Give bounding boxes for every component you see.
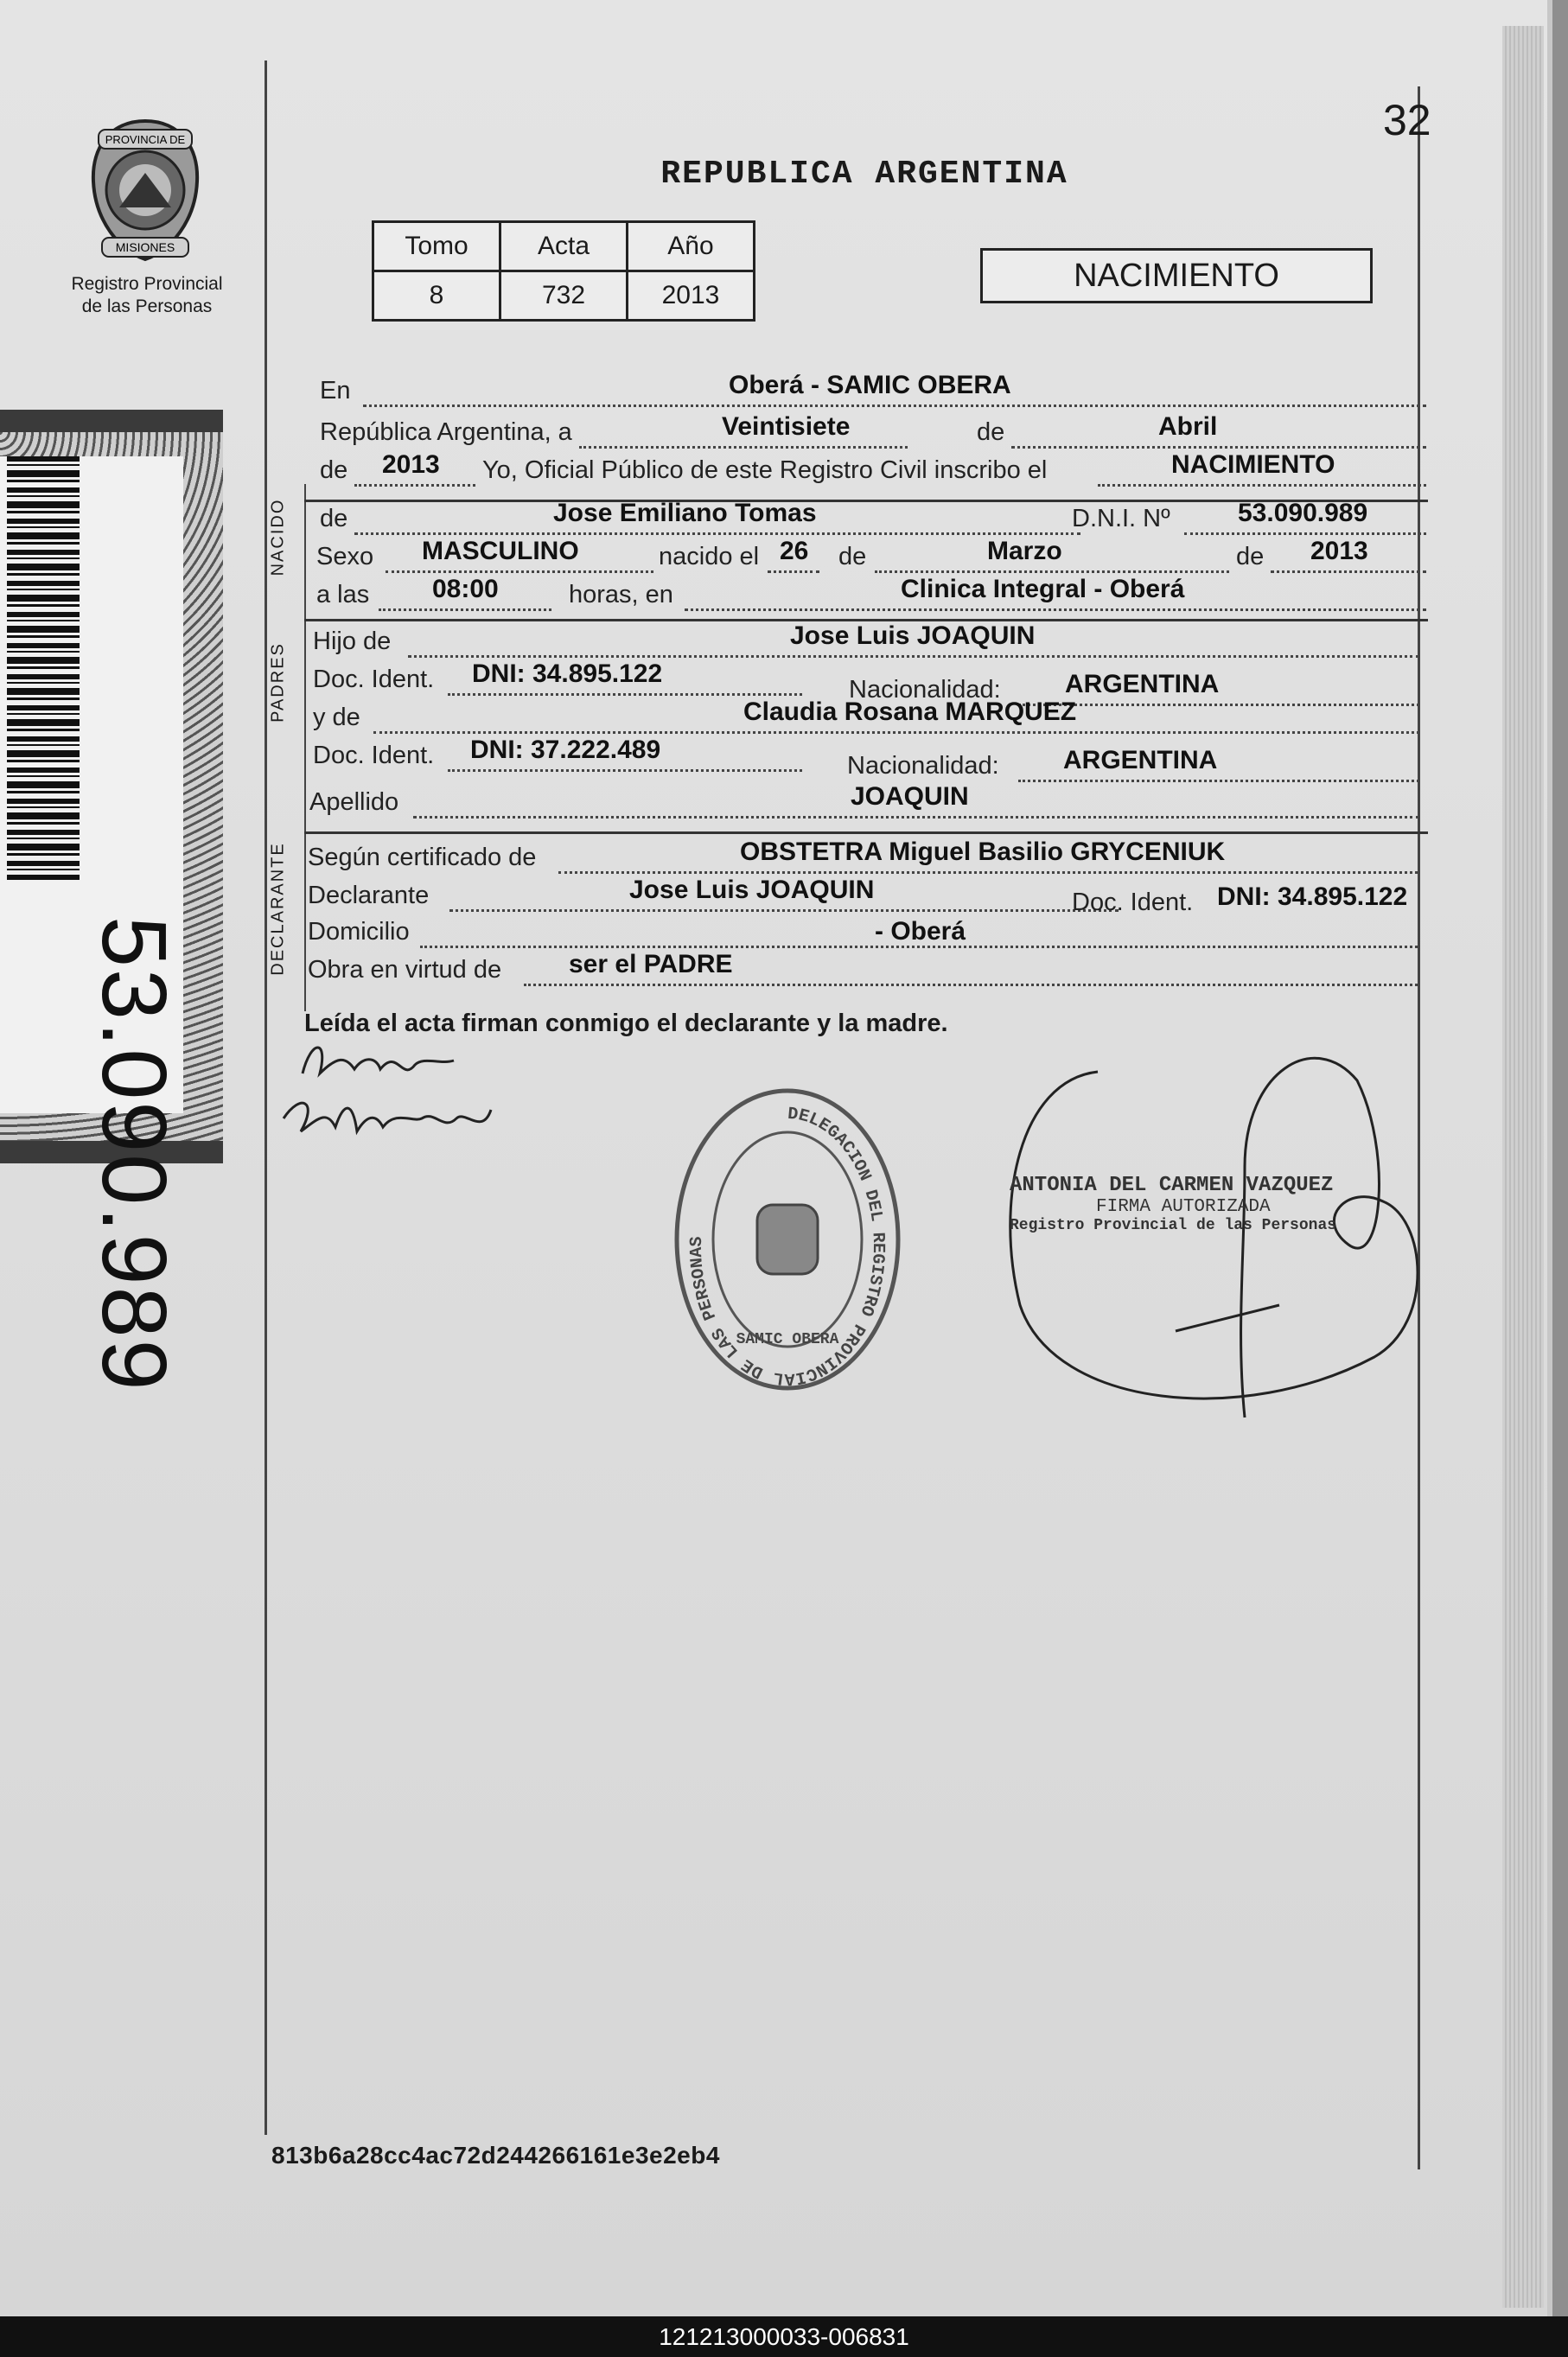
de-label: de (977, 418, 1005, 446)
barcode-strip (0, 410, 223, 1392)
registry-value-acta: 732 (500, 271, 628, 321)
record-kind-box: NACIMIENTO (980, 248, 1373, 303)
registry-value-tomo: 8 (373, 271, 500, 321)
declarante-doc: DNI: 34.895.122 (1217, 882, 1408, 911)
document-title: REPUBLICA ARGENTINA (660, 156, 1068, 193)
form-row-madre-doc (313, 736, 1426, 780)
mes-value: Abril (1158, 412, 1218, 441)
footer-code: 121213000033-006831 (0, 2316, 1568, 2357)
doc-ident-label: Doc. Ident. (1072, 889, 1194, 916)
en-label: En (320, 377, 351, 405)
official-stamp-registry: Registro Provincial de las Personas (1010, 1217, 1337, 1234)
madre-nac: ARGENTINA (1063, 746, 1218, 774)
sexo-label: Sexo (316, 543, 374, 570)
domicilio-label: Domicilio (308, 918, 410, 946)
registry-header-anio: Año (628, 222, 755, 271)
dni-value: 53.090.989 (1238, 499, 1368, 527)
obra-value: ser el PADRE (569, 950, 733, 978)
crest-label-line2: de las Personas (81, 296, 213, 316)
madre-value: Claudia Rosana MARQUEZ (743, 698, 1077, 726)
nacionalidad-label: Nacionalidad: (849, 676, 1001, 704)
de-label: de (320, 505, 348, 532)
section-label-declarante: DECLARANTE (268, 842, 288, 976)
sexo-value: MASCULINO (422, 537, 579, 565)
padre-value: Jose Luis JOAQUIN (790, 621, 1036, 650)
lugar-value: Clinica Integral - Oberá (901, 575, 1185, 603)
madre-doc: DNI: 37.222.489 (470, 736, 661, 764)
delegation-stamp (671, 1084, 904, 1395)
de-label: de (838, 543, 867, 570)
nacido-mes: Marzo (987, 537, 1062, 565)
form-row-domicilio (308, 913, 1426, 951)
domicilio-value: - Oberá (875, 917, 966, 946)
section-label-nacido: NACIDO (268, 498, 288, 577)
registry-header-acta: Acta (500, 222, 628, 271)
de-label: de (320, 456, 348, 484)
stamp-center-text: SAMIC OBERA (736, 1331, 839, 1348)
form-row-en (320, 372, 1426, 410)
form-row-obra (308, 951, 1426, 989)
form-row-apellido (309, 783, 1426, 821)
closing-statement: Leída el acta firman conmigo el declarante y la madre. (304, 1010, 948, 1037)
nacido-dia: 26 (780, 537, 809, 565)
hora-value: 08:00 (432, 575, 499, 603)
apellido-label: Apellido (309, 788, 399, 816)
obra-label: Obra en virtud de (308, 956, 502, 984)
stamp-ring-text: DELEGACION DEL REGISTRO PROVINCIAL DE LAS PERSONAS (686, 1104, 888, 1389)
left-margin-line (265, 61, 267, 2135)
form-row-inscribo (320, 451, 1426, 489)
official-stamp (1010, 1174, 1407, 1234)
barcode-icon (7, 456, 80, 880)
declarante-value: Jose Luis JOAQUIN (629, 876, 875, 904)
horas-en-label: horas, en (569, 581, 673, 608)
registry-value-anio: 2013 (628, 271, 755, 321)
declarante-label: Declarante (308, 882, 430, 909)
official-stamp-name: ANTONIA DEL CARMEN VAZQUEZ (1010, 1174, 1334, 1197)
inscribo-value: NACIMIENTO (1171, 450, 1335, 479)
y-de-label: y de (313, 704, 360, 731)
apellido-value: JOAQUIN (851, 782, 969, 811)
registry-header-tomo: Tomo (373, 222, 500, 271)
nacionalidad-label: Nacionalidad: (847, 752, 999, 780)
official-signature (985, 1046, 1435, 1426)
nacido-label: nacido el (659, 543, 760, 570)
certificado-value: OBSTETRA Miguel Basilio GRYCENIUK (740, 838, 1226, 866)
registry-table (372, 220, 755, 322)
anio-value: 2013 (382, 450, 440, 479)
page-edge (1502, 26, 1544, 2308)
dni-label: D.N.I. Nº (1072, 505, 1170, 532)
section-label-padres: PADRES (268, 642, 288, 723)
page-number: 32 (1383, 96, 1431, 144)
crest-label (52, 273, 242, 318)
en-value: Oberá - SAMIC OBERA (729, 371, 1011, 399)
document-hash: 813b6a28cc4ac72d244266161e3e2eb4 (271, 2142, 720, 2169)
form-row-hora (316, 576, 1426, 614)
nombre-value: Jose Emiliano Tomas (553, 499, 817, 527)
padre-doc: DNI: 34.895.122 (472, 659, 663, 688)
official-stamp-role: FIRMA AUTORIZADA (1096, 1197, 1271, 1217)
crest-banner-top: PROVINCIA DE (105, 133, 186, 146)
nacido-anio: 2013 (1310, 537, 1368, 565)
dotted-line (1011, 413, 1426, 449)
doc-ident-label: Doc. Ident. (313, 742, 435, 769)
oficial-text: Yo, Oficial Público de este Registro Civil inscribo el (482, 456, 1048, 484)
form-row-declarante (308, 876, 1426, 914)
a-las-label: a las (316, 581, 370, 608)
crest-emblem-icon (76, 112, 214, 268)
mother-signature (275, 1084, 500, 1153)
declarant-signature (294, 1030, 467, 1091)
de-label: de (1236, 543, 1265, 570)
crest-label-line1: Registro Provincial (71, 274, 223, 294)
section-divider-vertical (304, 484, 306, 1011)
provincial-crest (76, 112, 214, 268)
hijo-de-label: Hijo de (313, 627, 392, 655)
padre-nac: ARGENTINA (1065, 670, 1220, 698)
segun-label: Según certificado de (308, 844, 537, 871)
republica-label: República Argentina, a (320, 418, 572, 446)
dia-value: Veintisiete (722, 412, 851, 441)
crest-banner-bottom: MISIONES (115, 240, 175, 254)
stamp-crest-icon (757, 1205, 818, 1274)
barcode-number: 53.090.989 (83, 916, 185, 1392)
doc-ident-label: Doc. Ident. (313, 666, 435, 693)
